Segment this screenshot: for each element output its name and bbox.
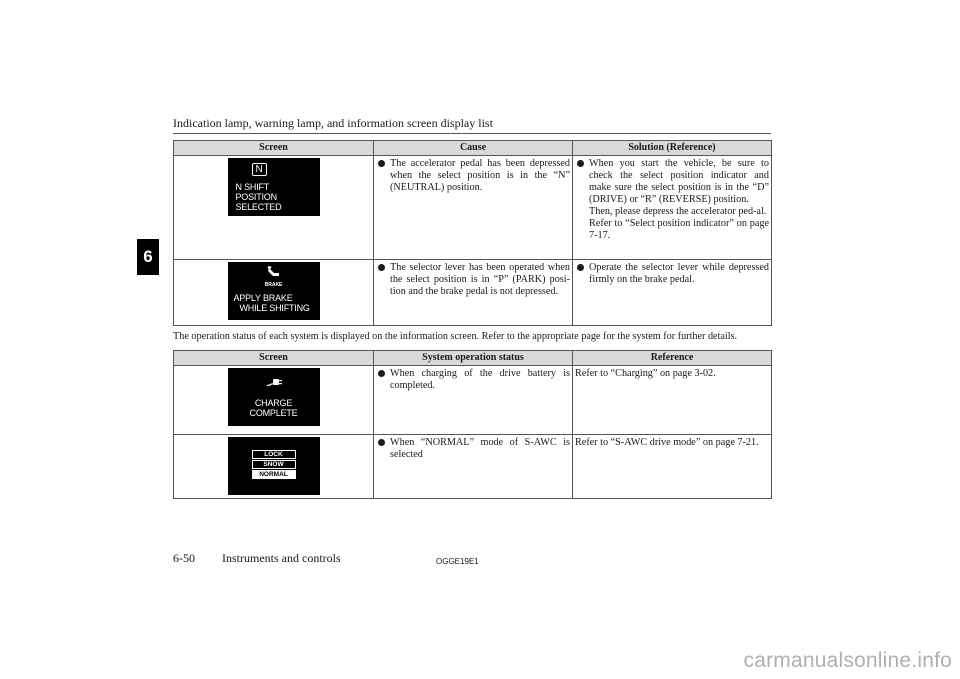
column-header-status: System operation status [374,351,573,366]
solution-paragraph: Then, please depress the accelerator ped-al. [589,206,767,217]
table-row [174,156,772,260]
list-item [376,158,570,194]
system-status-intro: The operation status of each system is displayed on the information screen. Refer to the appropriate page for the system for further details. [173,331,738,342]
bullet-icon [378,160,385,167]
list-item [575,158,769,242]
solution-cell [573,156,772,260]
bullet-icon [577,264,584,271]
bullet-icon [378,370,385,377]
watermark[interactable]: carmanualsonline.info [743,649,952,672]
mode-item-normal: NORMAL [252,470,296,479]
screen-cell [174,435,374,499]
status-text: When “NORMAL” mode of S-AWC is selected [390,437,570,460]
list-item [376,262,570,298]
display-text-line: N SHIFT POSITION [235,182,277,202]
column-header-screen: Screen [174,141,374,156]
list-item [575,262,769,286]
cause-text: The accelerator pedal has been depressed when the select position is in the “N” (NEUTRAL) position. [390,158,570,193]
solution-paragraph: When you start the vehicle, be sure to check the select position indicator and make sure the select position is in the “D” (DRIVE) or “R” (REVERSE) position. [589,158,769,205]
cause-solution-table [173,140,772,326]
table-row [174,260,772,326]
reference-cell [573,366,772,435]
charge-complete-display [228,368,320,426]
bullet-icon [378,264,385,271]
table-header-row [174,141,772,156]
reference-text: Refer to “S-AWC drive mode” on page 7-21. [575,437,759,448]
brake-icon-label: BRAKE [264,282,283,288]
solution-text [589,158,769,242]
table-row [174,366,772,435]
display-text-line: WHILE SHIFTING [239,303,310,313]
header-rule [173,133,771,134]
solution-reference: Refer to “Select position indicator” on page 7-17. [589,218,769,241]
n-position-badge: N [252,163,267,176]
display-text-line: CHARGE COMPLETE [249,398,298,418]
status-text: When charging of the drive battery is completed. [390,368,570,391]
s-awc-mode-display [228,437,320,495]
list-item [376,437,570,461]
page-number: 6-50 [173,551,195,565]
column-header-cause: Cause [374,141,573,156]
list-item [376,368,570,392]
section-name: Instruments and controls [222,551,341,565]
page-header-title: Indication lamp, warning lamp, and information screen display list [173,116,493,130]
document-code: OGGE19E1 [436,557,479,566]
cause-text: The selector lever has been operated when the select position is in “P” (PARK) posi-tion and the brake pedal is not depressed. [390,262,570,297]
charging-plug-icon [265,380,283,391]
bullet-icon [577,160,584,167]
cause-cell [374,260,573,326]
status-cell [374,366,573,435]
table-row [174,435,772,499]
column-header-solution: Solution (Reference) [573,141,772,156]
bullet-icon [378,439,385,446]
cause-cell [374,156,573,260]
n-shift-position-display [228,158,320,216]
column-header-screen: Screen [174,351,374,366]
status-cell [374,435,573,499]
solution-cell [573,260,772,326]
column-header-reference: Reference [573,351,772,366]
screen-cell [174,366,374,435]
chapter-tab[interactable]: 6 [137,239,159,275]
system-status-table [173,350,772,499]
screen-cell [174,260,374,326]
reference-cell [573,435,772,499]
mode-item-snow: SNOW [252,460,296,469]
solution-text: Operate the selector lever while depressed firmly on the brake pedal. [589,262,769,285]
display-text-line: SELECTED [235,202,282,212]
display-text-line: APPLY BRAKE [233,293,293,303]
mode-item-lock: LOCK [252,450,296,459]
apply-brake-display [228,262,320,320]
brake-pedal-icon [234,266,314,282]
screen-cell [174,156,374,260]
reference-text: Refer to “Charging” on page 3-02. [575,368,716,379]
table-header-row [174,351,772,366]
